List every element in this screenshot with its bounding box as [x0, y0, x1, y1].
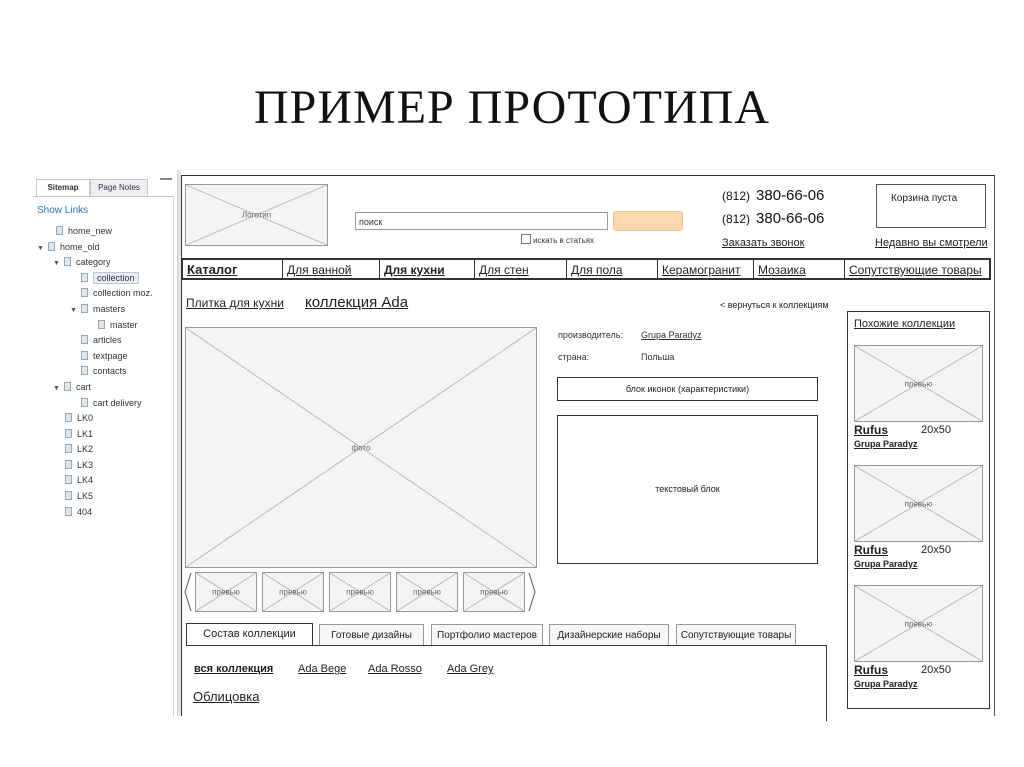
search-input[interactable]: поиск: [355, 212, 608, 230]
nav-item-mosaic[interactable]: Мозаика: [758, 263, 806, 277]
page-icon: [65, 491, 72, 500]
checkbox-icon[interactable]: [521, 234, 531, 244]
page-icon: [65, 507, 72, 516]
page-icon: [48, 242, 55, 251]
cart-box[interactable]: [876, 184, 986, 228]
thumbnail[interactable]: [262, 572, 324, 612]
logo-caption: Логотип: [241, 210, 272, 220]
country-value: Польша: [641, 352, 675, 362]
similar-preview[interactable]: [854, 585, 983, 662]
phone-code: (812): [722, 189, 751, 203]
expand-arrow-icon[interactable]: ▼: [70, 307, 77, 314]
page-icon: [81, 304, 88, 313]
page-icon: [81, 273, 88, 282]
tab-page-notes[interactable]: Page Notes: [90, 179, 148, 196]
similar-preview[interactable]: [854, 465, 983, 542]
thumbnail-caption: превью: [279, 587, 307, 597]
similar-preview[interactable]: [854, 345, 983, 422]
similar-item-size: 20x50: [921, 544, 951, 556]
sitemap-item-lk5[interactable]: LK5: [65, 490, 93, 503]
page-icon: [65, 460, 72, 469]
preview-caption: превью: [904, 619, 933, 628]
thumbs-next-arrow-icon[interactable]: [528, 572, 536, 612]
page-icon: [65, 444, 72, 453]
page-icon: [65, 413, 72, 422]
page-icon: [81, 288, 88, 297]
thumbnail-caption: превью: [346, 587, 374, 597]
nav-divider: [657, 260, 658, 278]
similar-item-brand[interactable]: Grupa Paradyz: [854, 439, 918, 449]
tab-related-goods[interactable]: Сопутствующие товары: [676, 624, 796, 645]
main-photo[interactable]: [185, 327, 537, 568]
recently-viewed-link[interactable]: Недавно вы смотрели: [875, 237, 988, 249]
nav-item-bathroom[interactable]: Для ванной: [287, 263, 352, 277]
sitemap-item-lk3[interactable]: LK3: [65, 459, 93, 472]
preview-caption: превью: [904, 379, 933, 388]
expand-arrow-icon[interactable]: ▼: [53, 260, 60, 267]
sitemap-item-articles[interactable]: articles: [81, 334, 122, 347]
sitemap-item-404[interactable]: 404: [65, 506, 92, 519]
sitemap-item-lk0[interactable]: LK0: [65, 412, 93, 425]
section-heading: Облицовка: [193, 689, 260, 704]
phone-2: [722, 210, 824, 227]
similar-item-name[interactable]: Rufus: [854, 423, 888, 437]
phone-code: (812): [722, 212, 751, 226]
callback-link[interactable]: Заказать звонок: [722, 237, 805, 249]
logo-placeholder: [185, 184, 328, 246]
page-icon: [81, 398, 88, 407]
sitemap-item-category[interactable]: ▼ category: [53, 256, 111, 269]
expand-arrow-icon[interactable]: ▼: [37, 245, 44, 252]
similar-item-size: 20x50: [921, 664, 951, 676]
tab-panel: [186, 645, 827, 721]
nav-divider: [282, 260, 283, 278]
tab-collection-contents[interactable]: Состав коллекции: [186, 623, 313, 646]
manufacturer-label: производитель:: [558, 330, 623, 340]
page-icon: [64, 382, 71, 391]
country-label: страна:: [558, 352, 590, 362]
slide-title: ПРИМЕР ПРОТОТИПА: [254, 81, 770, 134]
sitemap-item-home-new[interactable]: home_new: [48, 225, 112, 238]
page-icon: [64, 257, 71, 266]
sitemap-item-home-old[interactable]: ▼ home_old: [37, 241, 100, 254]
collection-link-ada-grey[interactable]: Ada Grey: [447, 663, 494, 675]
page-icon: [81, 366, 88, 375]
tab-designer-sets[interactable]: Дизайнерские наборы: [549, 624, 669, 645]
sitemap-item-cart-delivery[interactable]: cart delivery: [81, 397, 142, 410]
nav-item-porcelain[interactable]: Керамогранит: [662, 263, 741, 277]
phone-number: 380-66-06: [756, 187, 825, 204]
show-links-link[interactable]: Show Links: [37, 205, 89, 216]
page-icon: [98, 320, 105, 329]
thumbnail[interactable]: [396, 572, 458, 612]
page-icon: [81, 351, 88, 360]
icons-block: блок иконок (характеристики): [557, 377, 818, 401]
search-in-articles-checkbox[interactable]: [521, 234, 594, 245]
photo-caption: фото: [351, 443, 371, 452]
collection-link-all[interactable]: вся коллекция: [194, 663, 274, 675]
thumbnail[interactable]: [463, 572, 525, 612]
sitemap-item-cart[interactable]: ▼ cart: [53, 381, 91, 394]
phone-number: 380-66-06: [756, 210, 825, 227]
main-nav: [181, 258, 991, 280]
page-icon: [65, 475, 72, 484]
nav-item-floor[interactable]: Для пола: [571, 263, 623, 277]
page-icon: [56, 226, 63, 235]
sitemap-item-masters[interactable]: ▼ masters: [70, 303, 125, 316]
tab-ready-designs[interactable]: Готовые дизайны: [319, 624, 424, 645]
search-button[interactable]: [613, 211, 683, 231]
page-title: коллекция Ada: [305, 294, 409, 311]
thumbnail[interactable]: [195, 572, 257, 612]
cart-status: Корзина пуста: [891, 193, 958, 204]
nav-item-kitchen[interactable]: Для кухни: [384, 263, 445, 277]
back-to-collections-link[interactable]: < вернуться к коллекциям: [720, 300, 829, 310]
nav-divider: [474, 260, 475, 278]
thumbnail-caption: превью: [480, 587, 508, 597]
breadcrumb-parent-link[interactable]: Плитка для кухни: [186, 296, 284, 310]
thumbnail[interactable]: [329, 572, 391, 612]
nav-divider: [566, 260, 567, 278]
nav-divider: [753, 260, 754, 278]
phone-1: [722, 187, 824, 204]
thumbnail-caption: превью: [212, 587, 240, 597]
preview-caption: превью: [904, 499, 933, 508]
similar-item-name[interactable]: Rufus: [854, 543, 888, 557]
sitemap-item-textpage[interactable]: textpage: [81, 350, 128, 363]
manufacturer-link[interactable]: Grupa Paradyz: [641, 330, 702, 340]
nav-divider: [379, 260, 380, 278]
expand-arrow-icon[interactable]: ▼: [53, 385, 60, 392]
sitemap-item-collection[interactable]: collection: [81, 272, 139, 285]
similar-item-size: 20x50: [921, 424, 951, 436]
nav-item-walls[interactable]: Для стен: [479, 263, 529, 277]
collection-link-ada-rosso[interactable]: Ada Rosso: [368, 663, 422, 675]
similar-item-name[interactable]: Rufus: [854, 663, 888, 677]
nav-item-related[interactable]: Сопутствующие товары: [849, 263, 982, 277]
sitemap-item-lk2[interactable]: LK2: [65, 443, 93, 456]
sitemap-item-collection-moz[interactable]: collection moz.: [81, 287, 153, 300]
sitemap-item-lk4[interactable]: LK4: [65, 474, 93, 487]
page-icon: [65, 429, 72, 438]
similar-item-brand[interactable]: Grupa Paradyz: [854, 559, 918, 569]
nav-item-catalog[interactable]: Каталог: [187, 262, 238, 277]
nav-divider: [844, 260, 845, 278]
tab-masters-portfolio[interactable]: Портфолио мастеров: [431, 624, 543, 645]
page-icon: [81, 335, 88, 344]
checkbox-label: искать в статьях: [533, 236, 594, 245]
sitemap-item-master[interactable]: master: [98, 319, 138, 332]
text-block: текстовый блок: [557, 415, 818, 564]
collapse-icon[interactable]: [160, 178, 172, 180]
tab-sitemap[interactable]: Sitemap: [36, 179, 90, 196]
sitemap-item-contacts[interactable]: contacts: [81, 365, 127, 378]
sitemap-item-lk1[interactable]: LK1: [65, 428, 93, 441]
similar-collections-title[interactable]: Похожие коллекции: [854, 318, 956, 330]
thumbnail-caption: превью: [413, 587, 441, 597]
collection-link-ada-bege[interactable]: Ada Bege: [298, 663, 347, 675]
thumbs-prev-arrow-icon[interactable]: [184, 572, 192, 612]
similar-item-brand[interactable]: Grupa Paradyz: [854, 679, 918, 689]
